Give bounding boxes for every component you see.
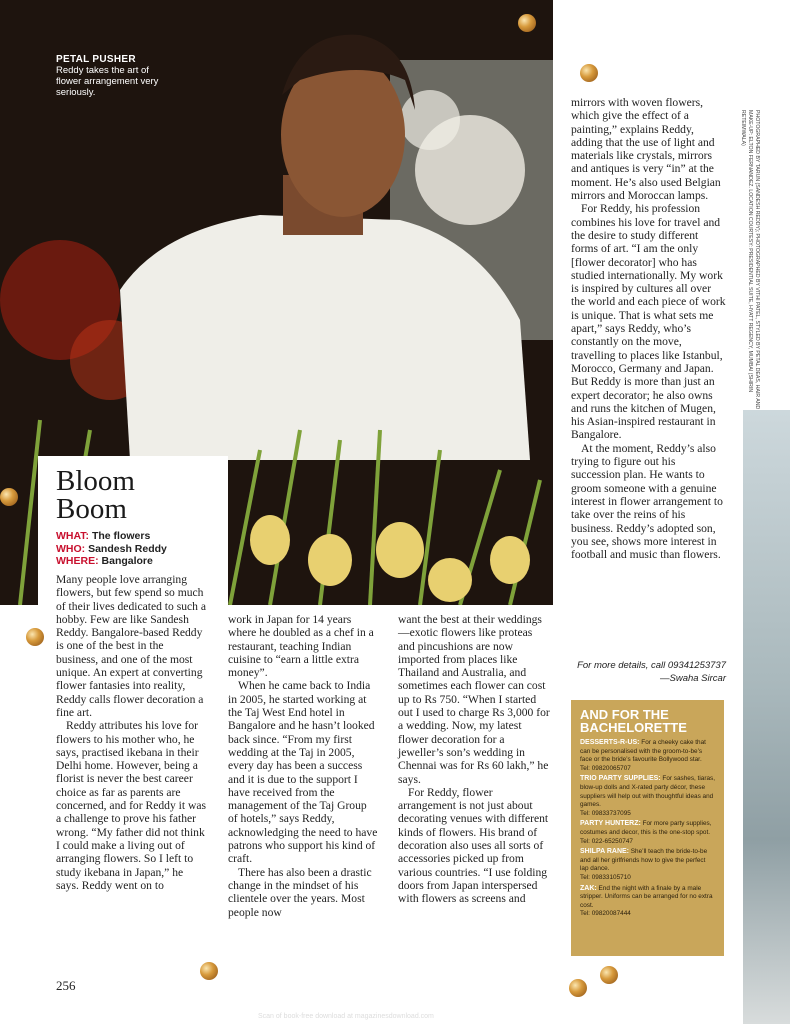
photo-credit [738,110,760,410]
paragraph: For Reddy, flower arrangement is not just about decorating venues with different kinds of flowers. His brand of decoration also uses all sorts of accessories picked up from various countries. “I use folding doors from Japan interspersed with flowers as screens and [398,785,549,906]
entry-name: SHILPA RANE: [580,848,629,856]
who-label: WHO: [56,542,86,555]
paragraph: work in Japan for 14 years where he doubled as a chef in a restaurant, teaching Indian cuisine to “earn a little extra money”. [228,613,374,680]
paragraph: want the best at their weddings—exotic flowers like proteas and pincushions are now imported from places like Thailand and Australia, and sometimes each flower can cost up to Rs 750. “When I started out I used to charge Rs 3,000 for a wedding. Now, my latest flower decoration for a jeweller’s son’s wedding in Chennai was for Rs 60 lakh,” he says. [398,613,550,786]
entry-name: PARTY HUNTERZ: [580,820,641,828]
photo-caption [56,54,166,98]
caption-text: Reddy takes the art of flower arrangement very seriously. [56,65,159,98]
entry-tel: Tel: 09833737095 [580,809,631,817]
entry-name: ZAK: [580,884,597,892]
entry-name: DESSERTS-R-US: [580,739,640,746]
entry-text: For more party supplies, costumes and decor, this is the one-stop spot. [580,820,712,836]
entry-text: For sashes, tiaras, blow-up dolls and X-rated party décor, these suppliers will help out with thoughtful ideas and games. [580,775,715,809]
article-column-4 [571,96,726,561]
article-column-2 [228,613,378,919]
sidebar-entry [580,820,715,846]
sidebar-heading: AND FOR THE BACHELORETTE [580,707,687,735]
gold-bead-icon [200,962,218,980]
what-label: WHAT: [56,530,90,542]
more-details [571,659,726,685]
where-label: WHERE: [56,555,99,567]
entry-tel: Tel: 09820087444 [580,910,631,918]
sidebar-entry [580,848,715,882]
sidebar-entry [580,739,715,773]
more-details-phone: For more details, call 09341253737 [577,660,726,671]
entry-name: TRIO PARTY SUPPLIES: [580,775,661,783]
footer-watermark: Scan of book-free download at magazinesdownload.com [258,1013,434,1020]
entry-text: She’ll teach the bride-to-be and all her girlfriends how to give the perfect lap dance. [580,848,708,873]
article-meta [56,530,167,568]
entry-text: End the night with a finale by a male stripper. Uniforms can be arranged for no extra cost. [580,884,713,909]
article-title [56,467,135,523]
paragraph: Reddy attributes his love for flowers to his mother who, he says, practised ikebana in their Delhi home. However, being a florist is never the best career choice as far as parents are concerned, and for Reddy it was a challenge to prove his father wrong. “My father did not think I could make a living out of arranging flowers. So I left to study ikebana in Japan,” he says. Reddy went on to [56,719,207,892]
caption-title: PETAL PUSHER [56,54,136,65]
entry-tel: Tel: 022-65250747 [580,837,633,845]
sidebar-entry [580,775,715,818]
bachelorette-sidebar [571,700,724,956]
gold-bead-icon [600,966,618,984]
entry-tel: Tel: 09833105710 [580,873,631,881]
adjacent-page-photo-strip [743,410,790,1024]
title-line-2: Boom [56,493,127,525]
paragraph: mirrors with woven flowers, which give the effect of a painting,” explains Reddy, adding that the use of light and materials like crystals, mirrors and antiques is very “in” at the moment. He’s also used Belgian mirrors and Moroccan lamps. [571,96,721,203]
entry-text: For a cheeky cake that can be personalised with the groom-to-be’s face or the bride’s favourite Bollywood star. [580,739,706,764]
byline: —Swaha Sircar [660,673,726,684]
paragraph: At the moment, Reddy’s also trying to figure out his succession plan. He wants to groom someone with a genuine interest in flower arrangement to take over the reins of his business. Reddy’s adopted son, you see, shows more interest in football and music than flowers. [571,441,723,562]
where-value: Bangalore [101,555,153,567]
gold-bead-icon [26,628,44,646]
entry-tel: Tel: 09820065707 [580,764,631,772]
paragraph: Many people love arranging flowers, but few spend so much of their lives dedicated to such a hobby. Few are like Sandesh Reddy. Bangalore-based Reddy is one of the best in the business, and one of the most unique. An expert at converting flower fantasies into reality, Reddy calls flower decoration a fine art. [56,573,207,719]
page-number: 256 [56,978,76,993]
gold-bead-icon [518,14,536,32]
photo-credit-text: PHOTOGRAPHED BY TARUN (SANDESH REDDY); PHOTOGRAPHED BY VITHI PATEL, STYLED BY PETAL DEAS, HAIR AND MAKE-UP: ELTON FERNANDEZ. LOCATION COURTESY: PRESIDENTIAL SUITE, HYATT REGENCY, MUMBAI (SHIRIN RETEIMWALA) [740,110,760,410]
paragraph: There has also been a drastic change in the mindset of his clientele over the years. Most people now [228,865,372,919]
what-value: The flowers [91,530,151,542]
paragraph: When he came back to India in 2005, he started working at the Taj West End hotel in Bangalore and he hasn’t looked back since. “From my first wedding at the Taj in 2005, every day has been a success and it is due to the support I have received from the management of the Taj Group of hotels,” says Reddy, acknowledging the need to have patrons who support his kind of craft. [228,679,378,866]
who-value: Sandesh Reddy [88,542,167,555]
title-line-1: Bloom [56,465,135,497]
article-column-1 [56,573,208,892]
paragraph: For Reddy, his profession combines his love for travel and the desire to study different forms of art. “I am the only [flower decorator] who has studied internationally. My work is inspired by cultures all over the world and each piece of work is unique. That is what sets me apart,” says Reddy, who’s constantly on the move, travelling to places like Istanbul, Morocco, Germany and Japan. But Reddy is more than just an expert decorator; he also owns and runs the kitchen of Mugen, his Asian-inspired restaurant in Bangalore. [571,202,726,442]
gold-bead-icon [569,979,587,997]
gold-bead-icon [580,64,598,82]
article-column-3 [398,613,550,906]
gold-bead-icon [0,488,18,506]
sidebar-entry [580,885,715,919]
